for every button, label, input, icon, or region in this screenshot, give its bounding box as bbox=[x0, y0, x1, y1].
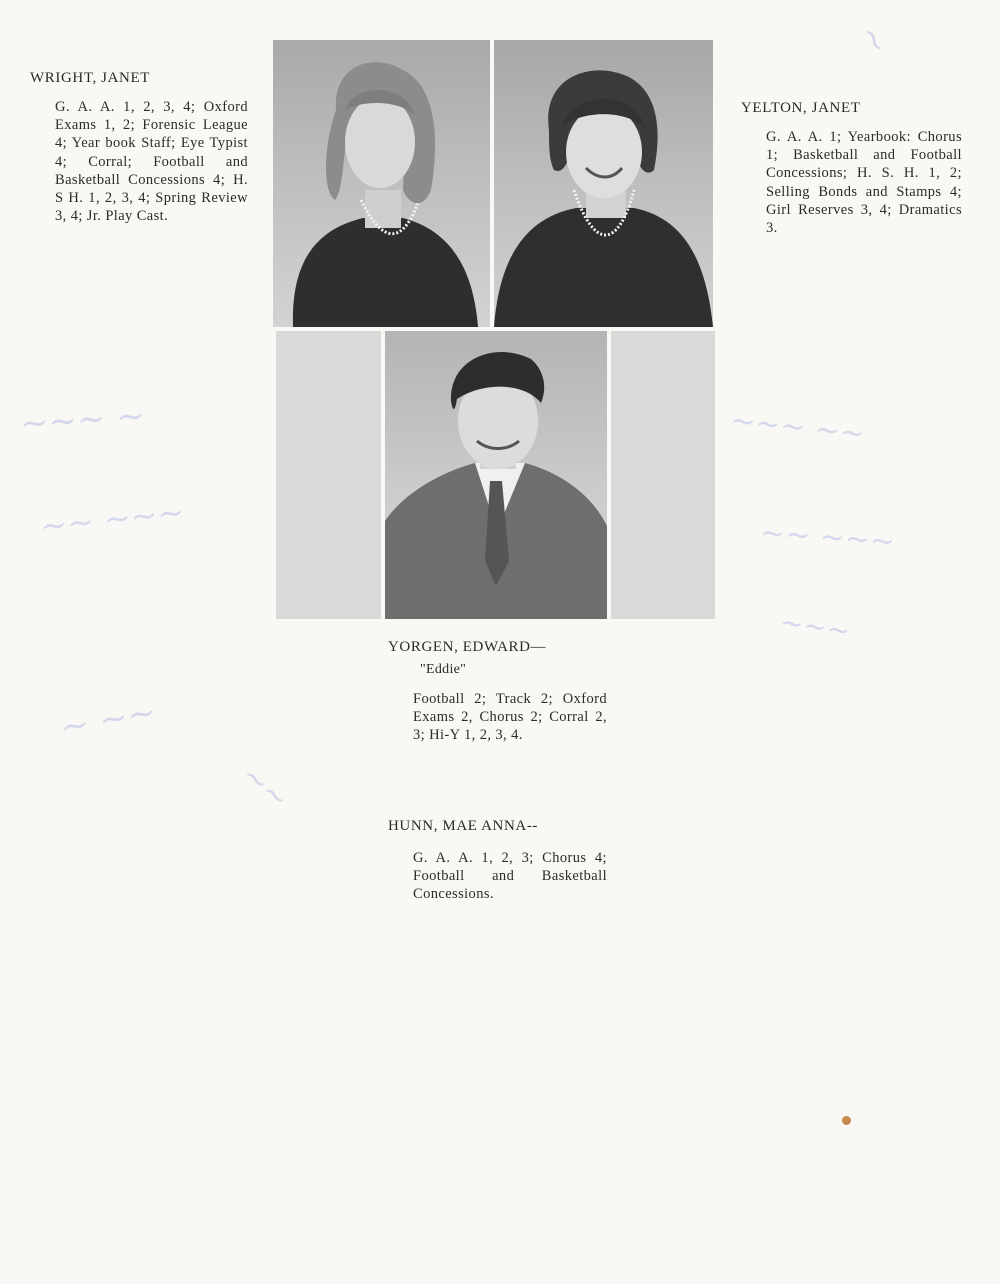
student-name-yorgen: YORGEN, EDWARD— bbox=[388, 639, 547, 655]
handwriting-bleed: ~~ bbox=[234, 757, 296, 818]
student-name-wright: WRIGHT, JANET bbox=[30, 70, 150, 86]
portrait-yelton bbox=[494, 40, 713, 327]
handwriting-bleed: ~~~ bbox=[778, 605, 853, 648]
student-activities-yelton: G. A. A. 1; Yearbook: Chorus 1; Basketball and Football Concessions; H. S. H. 1, 2; Selling Bonds and Stamps 4; Girl Reserves 3, 4; Dramatics 3. bbox=[766, 129, 962, 237]
student-activities-yorgen: Football 2; Track 2; Oxford Exams 2, Chorus 2; Corral 2, 3; Hi-Y 1, 2, 3, 4. bbox=[413, 691, 607, 744]
portrait-wright bbox=[273, 40, 490, 327]
handwriting-bleed: ~~~ ~~ bbox=[728, 403, 867, 452]
student-activities-wright: G. A. A. 1, 2, 3, 4; Oxford Exams 1, 2; Forensic League 4; Year book Staff; Eye Typist 4; Corral; Football and Basketball Concessions 4; H. S H. 1, 2, 3, 4; Spring Review 3, 4; Jr. Play Cast. bbox=[55, 99, 248, 225]
student-activities-hunn: G. A. A. 1, 2, 3; Chorus 4; Football and Basketball Concessions. bbox=[413, 850, 607, 903]
handwriting-bleed: ~ ~~ bbox=[57, 691, 160, 749]
handwriting-bleed: ~~~ ~ bbox=[18, 395, 147, 445]
handwriting-bleed: ~~ ~~~ bbox=[758, 515, 897, 560]
portrait-yorgen bbox=[385, 331, 607, 619]
photo-panel-right bbox=[611, 331, 715, 619]
handwriting-bleed: ~ bbox=[849, 17, 899, 63]
photo-panel-left bbox=[276, 331, 381, 619]
student-nickname-yorgen: "Eddie" bbox=[420, 662, 467, 677]
stain-mark bbox=[842, 1116, 851, 1125]
student-name-hunn: HUNN, MAE ANNA-- bbox=[388, 818, 539, 834]
handwriting-bleed: ~~ ~~~ bbox=[38, 492, 186, 546]
student-name-yelton: YELTON, JANET bbox=[741, 100, 861, 116]
